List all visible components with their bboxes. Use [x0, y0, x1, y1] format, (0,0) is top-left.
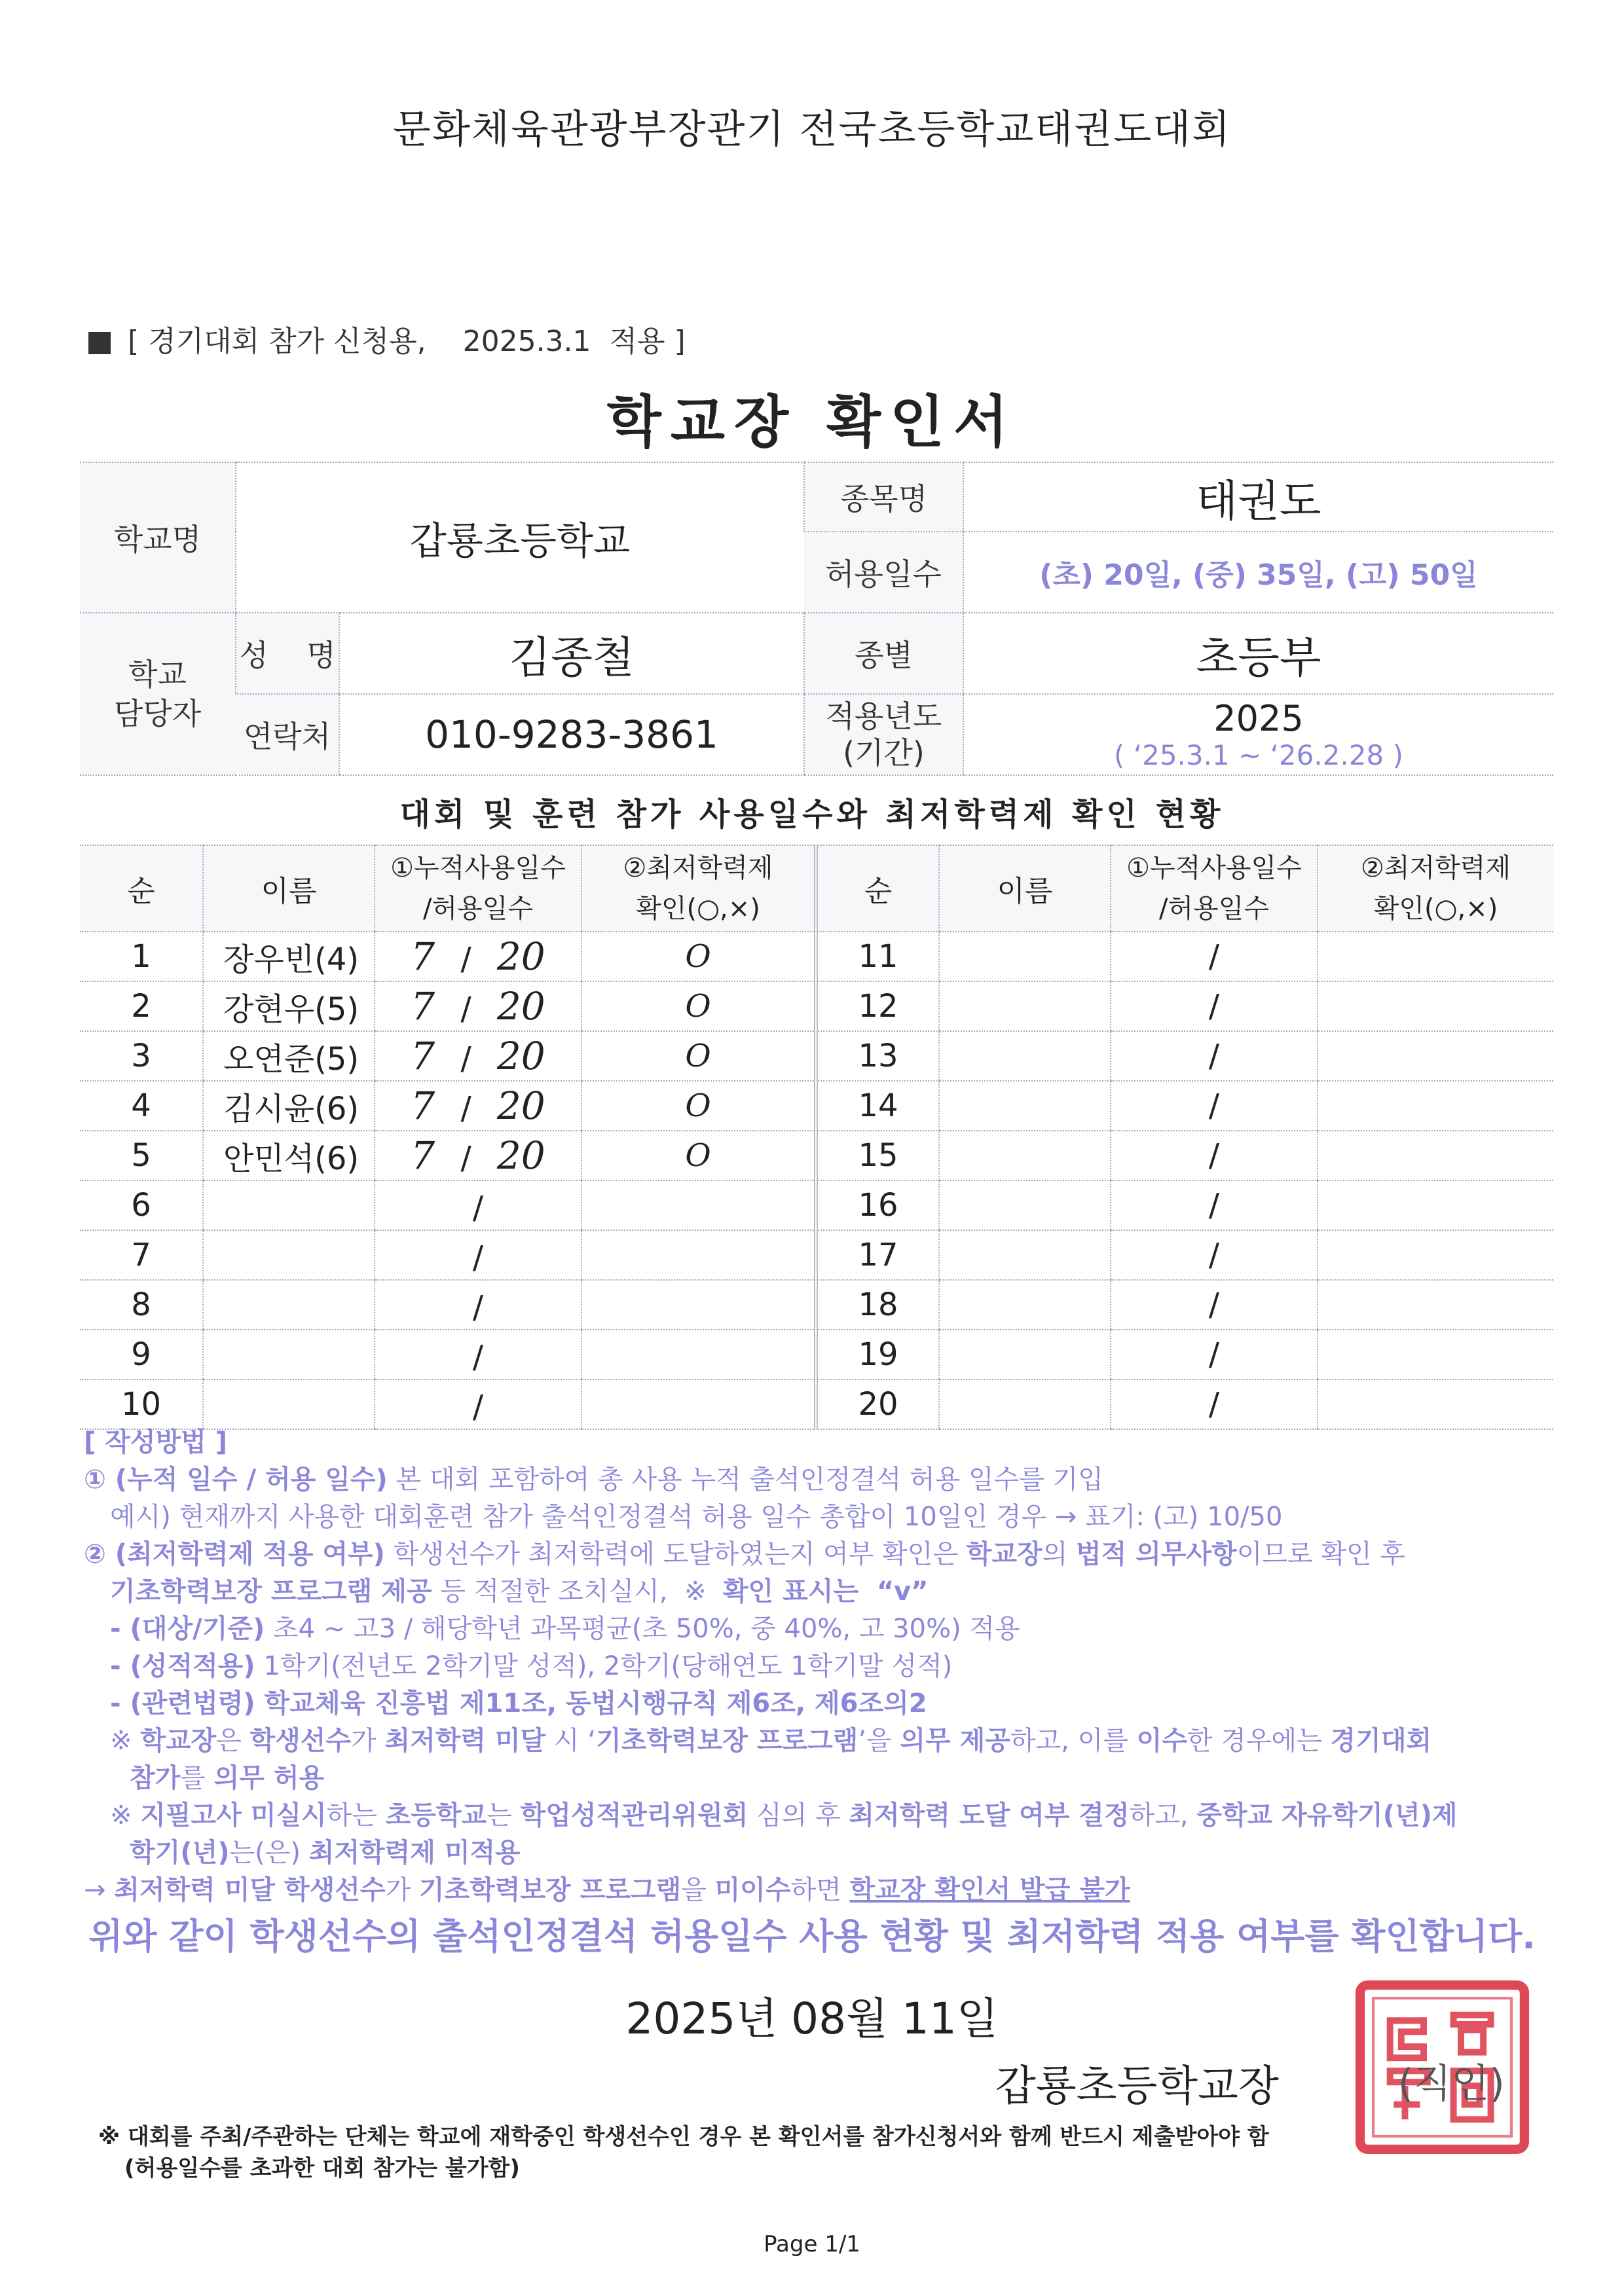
row-check — [581, 1330, 816, 1379]
slash-separator: / — [1208, 1286, 1220, 1323]
form-note — [88, 318, 686, 359]
col-days-2: ①누적사용일수 /허용일수 — [1111, 845, 1318, 932]
row-days-2 — [1111, 1131, 1318, 1180]
division-value: 초등부 — [963, 613, 1553, 694]
row-no-2: 20 — [816, 1379, 939, 1429]
used-days: 7 — [411, 1084, 435, 1128]
row-no: 6 — [80, 1180, 203, 1230]
used-days: 7 — [411, 1034, 435, 1078]
form-note-text: [ 경기대회 참가 신청용, 2025.3.1 적용 ] — [128, 325, 686, 358]
row-name: 장우빈(4) — [203, 932, 375, 981]
slash-separator: / — [451, 1140, 481, 1176]
row-check-2 — [1318, 1081, 1553, 1131]
slash-separator: / — [1208, 1336, 1220, 1373]
row-check: O — [581, 981, 816, 1031]
row-name-2 — [939, 1180, 1111, 1230]
row-no-2: 12 — [816, 981, 939, 1031]
footnote-line-1: ※ 대회를 주최/주관하는 단체는 학교에 재학중인 학생선수인 경우 본 확인서를 참가신청서와 함께 반드시 제출받아야 함 — [98, 2124, 1269, 2150]
row-days-2 — [1111, 981, 1318, 1031]
allow-value: (초) 20일, (중) 35일, (고) 50일 — [963, 532, 1553, 613]
table-row — [80, 1131, 1553, 1180]
table-row — [80, 1280, 1553, 1330]
used-days: 7 — [411, 934, 435, 979]
row-check-2 — [1318, 1379, 1553, 1429]
row-check-2 — [1318, 1131, 1553, 1180]
name-value: 김종철 — [339, 613, 804, 694]
row-no-2: 16 — [816, 1180, 939, 1230]
instr-line-5: - (대상/기준) 초4 ~ 고3 / 해당학년 과목평균(초 50%, 중 40%, 고 30%) 적용 — [110, 1614, 1020, 1644]
row-no: 8 — [80, 1280, 203, 1330]
instr-line-1: ① (누적 일수 / 허용 일수) 본 대회 포함하여 총 사용 누적 출석인정결석 허용 일수를 기입 — [84, 1465, 1103, 1495]
row-check — [581, 1379, 816, 1429]
slash-separator: / — [472, 1190, 484, 1226]
name-label: 성 명 — [236, 613, 339, 694]
row-check — [581, 1230, 816, 1280]
slash-separator: / — [1208, 1038, 1220, 1074]
row-check — [581, 1180, 816, 1230]
year-label: 적용년도 (기간) — [804, 694, 963, 775]
allowed-days: 20 — [496, 934, 545, 979]
row-days — [375, 1280, 581, 1330]
row-days — [375, 1330, 581, 1379]
row-name — [203, 1330, 375, 1379]
slash-separator: / — [1208, 938, 1220, 975]
row-name-2 — [939, 1031, 1111, 1081]
instr-line-12: → 최저학력 미달 학생선수가 기초학력보장 프로그램을 미이수하면 학교장 확인서 발급 불가 — [84, 1875, 1130, 1905]
principal-name: 갑룡초등학교장 — [995, 2062, 1279, 2111]
slash-separator: / — [472, 1289, 484, 1326]
row-name — [203, 1379, 375, 1429]
row-days — [375, 981, 581, 1031]
row-no-2: 14 — [816, 1081, 939, 1131]
row-check-2 — [1318, 1230, 1553, 1280]
row-no-2: 17 — [816, 1230, 939, 1280]
school-label: 학교명 — [80, 462, 236, 613]
table-row — [80, 1230, 1553, 1280]
slash-separator: / — [451, 1090, 481, 1127]
table-row — [80, 981, 1553, 1031]
instr-line-4: 기초학력보장 프로그램 제공 등 적절한 조치실시, ※ 확인 표시는 “v” — [110, 1576, 929, 1607]
row-days — [375, 1031, 581, 1081]
row-name: 안민석(6) — [203, 1131, 375, 1180]
used-days: 7 — [411, 984, 435, 1029]
row-no: 10 — [80, 1379, 203, 1429]
instr-line-8: ※ 학교장은 학생선수가 최저학력 미달 시 ‘기초학력보장 프로그램’을 의무 제공하고, 이를 이수한 경우에는 경기대회 — [110, 1726, 1432, 1756]
row-name-2 — [939, 1330, 1111, 1379]
row-no-2: 15 — [816, 1131, 939, 1180]
allowed-days: 20 — [496, 1034, 545, 1078]
slash-separator: / — [451, 991, 481, 1027]
row-name-2 — [939, 1280, 1111, 1330]
row-days — [375, 1379, 581, 1429]
sport-label: 종목명 — [804, 462, 963, 532]
instr-line-6: - (성적적용) 1학기(전년도 2학기말 성적), 2학기(당해연도 1학기말 성적) — [110, 1651, 953, 1681]
period-value: ( ‘25.3.1 ~ ‘26.2.28 ) — [1114, 739, 1403, 771]
col-days: ①누적사용일수 /허용일수 — [375, 845, 581, 932]
col-check-2: ②최저학력제 확인(○,×) — [1318, 845, 1553, 932]
row-days — [375, 932, 581, 981]
row-no-2: 19 — [816, 1330, 939, 1379]
slash-separator: / — [1208, 1087, 1220, 1124]
row-check: O — [581, 1031, 816, 1081]
row-days — [375, 1230, 581, 1280]
event-title: 문화체육관광부장관기 전국초등학교태권도대회 — [392, 107, 1232, 153]
slash-separator: / — [472, 1239, 484, 1276]
contact-label: 연락처 — [236, 694, 339, 775]
allowed-days: 20 — [496, 984, 545, 1029]
row-days-2 — [1111, 1330, 1318, 1379]
row-days-2 — [1111, 1031, 1318, 1081]
row-name-2 — [939, 1379, 1111, 1429]
slash-separator: / — [1208, 1187, 1220, 1224]
slash-separator: / — [472, 1339, 484, 1376]
table-row — [80, 1379, 1553, 1429]
info-table — [80, 462, 1553, 776]
usage-table — [80, 845, 1553, 1430]
table-row — [80, 932, 1553, 981]
row-check: O — [581, 1131, 816, 1180]
seal-label: (직인) — [1398, 2061, 1505, 2107]
col-check: ②최저학력제 확인(○,×) — [581, 845, 816, 932]
footnote-line-2: (허용일수를 초과한 대회 참가는 불가함) — [124, 2155, 520, 2181]
table-row — [80, 1081, 1553, 1131]
year-value: 2025 — [1213, 698, 1304, 739]
row-check: O — [581, 932, 816, 981]
row-no: 7 — [80, 1230, 203, 1280]
slash-separator: / — [1208, 1386, 1220, 1423]
page-number: Page 1/1 — [764, 2231, 860, 2257]
table-row — [80, 1330, 1553, 1379]
school-value: 갑룡초등학교 — [236, 462, 804, 613]
row-days-2 — [1111, 1280, 1318, 1330]
row-no: 5 — [80, 1131, 203, 1180]
confirm-statement: 위와 같이 학생선수의 출석인정결석 허용일수 사용 현황 및 최저학력 적용 여부를 확인합니다. — [88, 1916, 1536, 1957]
row-days-2 — [1111, 1081, 1318, 1131]
allowed-days: 20 — [496, 1133, 545, 1178]
row-check — [581, 1280, 816, 1330]
table-row — [80, 1180, 1553, 1230]
col-name-2: 이름 — [939, 845, 1111, 932]
row-check-2 — [1318, 981, 1553, 1031]
col-no-2: 순 — [816, 845, 939, 932]
row-check-2 — [1318, 1180, 1553, 1230]
row-name: 김시윤(6) — [203, 1081, 375, 1131]
col-no: 순 — [80, 845, 203, 932]
instr-line-10: ※ 지필고사 미실시하는 초등학교는 학업성적관리위원회 심의 후 최저학력 도달 여부 결정하고, 중학교 자유학기(년)제 — [110, 1800, 1458, 1831]
table-row — [80, 1031, 1553, 1081]
instr-line-11: 학기(년)는(은) 최저학력제 미적용 — [130, 1838, 521, 1868]
row-days — [375, 1180, 581, 1230]
instructions — [84, 1424, 1564, 1909]
row-days-2 — [1111, 932, 1318, 981]
contact-value: 010-9283-3861 — [339, 694, 804, 775]
instr-line-3: ② (최저학력제 적용 여부) 학생선수가 최저학력에 도달하였는지 여부 확인은 학교장의 법적 의무사항이므로 확인 후 — [84, 1539, 1406, 1569]
row-no: 3 — [80, 1031, 203, 1081]
row-check-2 — [1318, 1031, 1553, 1081]
manager-label: 학교 담당자 — [80, 613, 236, 775]
document-title: 학교장 확인서 — [606, 390, 1018, 455]
row-name-2 — [939, 1230, 1111, 1280]
row-no: 9 — [80, 1330, 203, 1379]
instr-heading: [ 작성방법 ] — [84, 1427, 227, 1457]
row-name: 강현우(5) — [203, 981, 375, 1031]
row-no: 1 — [80, 932, 203, 981]
row-days — [375, 1081, 581, 1131]
slash-separator: / — [451, 941, 481, 977]
row-name-2 — [939, 1081, 1111, 1131]
row-name-2 — [939, 1131, 1111, 1180]
slash-separator: / — [451, 1040, 481, 1077]
row-check-2 — [1318, 1280, 1553, 1330]
row-name — [203, 1180, 375, 1230]
slash-separator: / — [472, 1389, 484, 1425]
row-no-2: 11 — [816, 932, 939, 981]
row-no-2: 18 — [816, 1280, 939, 1330]
row-days — [375, 1131, 581, 1180]
row-days-2 — [1111, 1379, 1318, 1429]
year-cell — [963, 694, 1553, 775]
slash-separator: / — [1208, 988, 1220, 1025]
allowed-days: 20 — [496, 1084, 545, 1128]
row-name — [203, 1280, 375, 1330]
slash-separator: / — [1208, 1137, 1220, 1174]
footnote — [98, 2121, 1565, 2184]
usage-body — [80, 932, 1553, 1429]
row-days-2 — [1111, 1180, 1318, 1230]
row-name-2 — [939, 981, 1111, 1031]
slash-separator: / — [1208, 1237, 1220, 1273]
instr-line-7: - (관련법령) 학교체육 진흥법 제11조, 동법시행규칙 제6조, 제6조의2 — [110, 1688, 927, 1719]
row-check-2 — [1318, 1330, 1553, 1379]
sport-value: 태권도 — [963, 462, 1553, 532]
row-no: 2 — [80, 981, 203, 1031]
col-name: 이름 — [203, 845, 375, 932]
issue-date: 2025년 08월 11일 — [625, 1994, 999, 2044]
row-no: 4 — [80, 1081, 203, 1131]
instr-line-2: 예시) 현재까지 사용한 대회훈련 참가 출석인정결석 허용 일수 총합이 10일인 경우 → 표기: (고) 10/50 — [110, 1502, 1283, 1532]
allow-label: 허용일수 — [804, 532, 963, 613]
usage-section-title: 대회 및 훈련 참가 사용일수와 최저학력제 확인 현황 — [399, 796, 1225, 833]
row-name-2 — [939, 932, 1111, 981]
row-days-2 — [1111, 1230, 1318, 1280]
instr-line-9: 참가를 의무 허용 — [130, 1763, 325, 1793]
row-check: O — [581, 1081, 816, 1131]
row-name — [203, 1230, 375, 1280]
used-days: 7 — [411, 1133, 435, 1178]
row-no-2: 13 — [816, 1031, 939, 1081]
row-name: 오연준(5) — [203, 1031, 375, 1081]
square-bullet-icon — [88, 332, 111, 354]
row-check-2 — [1318, 932, 1553, 981]
division-label: 종별 — [804, 613, 963, 694]
